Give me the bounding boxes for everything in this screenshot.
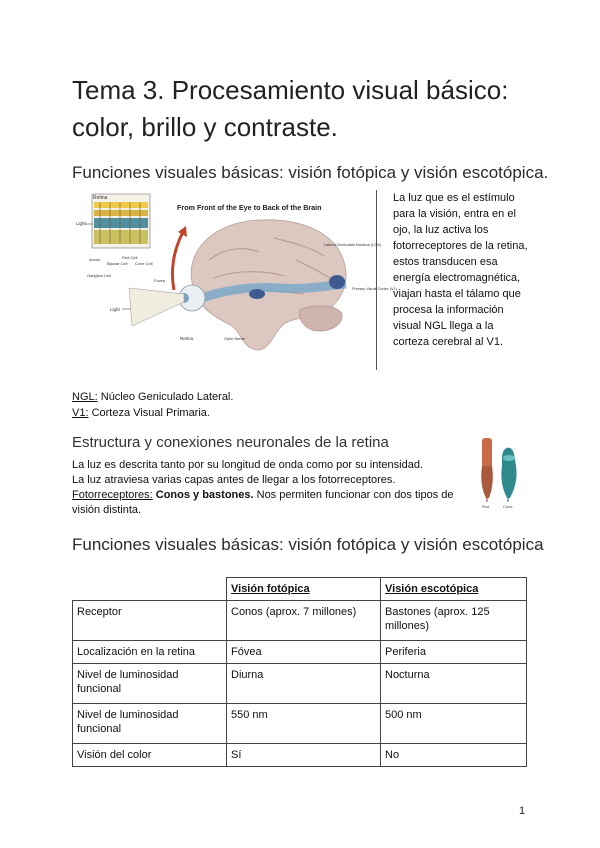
table-header-scotopic: Visión escotópica [381, 578, 527, 601]
definition-abbr-ngl: NGL: [72, 391, 98, 403]
section-title-retina: Estructura y conexiones neuronales de la retina [72, 434, 389, 451]
page-number: 1 [519, 805, 526, 817]
rod-cell-label: Rod Cell [122, 255, 138, 260]
table-cell: Periferia [381, 641, 527, 664]
light-label-eye: Light [110, 307, 120, 312]
definition-text-v1: Corteza Visual Primaria. [88, 407, 210, 419]
retina-label: Retina [180, 336, 194, 341]
table-row [73, 641, 527, 664]
table-cell: Conos (aprox. 7 millones) [227, 601, 381, 641]
photoreceptors-label: Fotorreceptores: [72, 489, 153, 501]
optic-nerve-label: Optic Nerve [224, 336, 246, 341]
definition-v1 [72, 405, 233, 421]
photoreceptors-types: Conos y bastones. [152, 489, 254, 501]
definition-text-ngl: Núcleo Geniculado Lateral. [97, 391, 234, 403]
table-cell: Fóvea [227, 641, 381, 664]
section-title-table: Funciones visuales básicas: visión fotópica y visión escotópica [72, 535, 544, 554]
table-cell: Receptor [73, 601, 227, 641]
table-cell: No [381, 744, 527, 767]
section-title-visual-functions: Funciones visuales básicas: visión fotópica y visión escotópica. [72, 163, 549, 182]
lgn-label: Lateral Geniculate Nucleus (LGN) [324, 243, 381, 247]
v1-label: Primary Visual Cortex (V1) [352, 287, 397, 291]
table-row [73, 744, 527, 767]
lgn-marker [249, 289, 265, 299]
table-cell: Diurna [227, 664, 381, 704]
retina-description [72, 458, 464, 518]
light-label-top: Light [76, 221, 86, 226]
photoreceptors-description: Nos permiten funcionar con dos tipos de visión distinta. [72, 489, 454, 516]
vision-comparison-table [72, 577, 527, 767]
table-cell: 500 nm [381, 704, 527, 744]
retina-paragraph-2: La luz atraviesa varias capas antes de llegar a los fotorreceptores. [72, 474, 396, 486]
v1-marker [329, 275, 345, 289]
table-cell: Localización en la retina [73, 641, 227, 664]
fovea-label: Fovea [154, 278, 166, 283]
brain-visual-pathway-figure [74, 190, 397, 370]
table-cell: Nivel de luminosidad funcional [73, 664, 227, 704]
retina-inset-label: Retina [93, 195, 108, 201]
axons-label: Axons [89, 257, 101, 262]
cone-label: Cone [503, 504, 513, 509]
definition-abbr-v1: V1: [72, 407, 89, 419]
table-row [73, 664, 527, 704]
table-cell: Nocturna [381, 664, 527, 704]
figure-caption: From Front of the Eye to Back of the Brain [177, 203, 322, 212]
table-header-photopic: Visión fotópica [227, 578, 381, 601]
visual-pathway-explanation: La luz que es el estímulo para la visión, entra en el ojo, la luz activa los fotorreceptores de la retina, estos transducen esa energía electromagnética, viajan hasta el tálamo que procesa la información visual NGL llega a la corteza cerebral al V1. [393, 192, 528, 348]
table-header-empty [73, 578, 227, 601]
table-row [73, 704, 527, 744]
bipolar-label: Bipolar Cell [107, 261, 128, 266]
table-cell: Sí [227, 744, 381, 767]
page-title: Tema 3. Procesamiento visual básico: color, brillo y contraste. [72, 75, 509, 142]
table-cell: 550 nm [227, 704, 381, 744]
definition-ngl [72, 389, 233, 405]
table-row [73, 601, 527, 641]
table-cell: Bastones (aprox. 125 millones) [381, 601, 527, 641]
abbreviations [72, 389, 233, 421]
visual-pathway-illustration [74, 190, 397, 370]
cone-cell-label: Cone Cell [135, 261, 153, 266]
table-cell: Nivel de luminosidad funcional [73, 704, 227, 744]
ganglion-label: Ganglion Cell [87, 273, 112, 278]
table-header-row [73, 578, 527, 601]
retina-paragraph-3 [72, 488, 464, 518]
rod-cone-illustration [472, 436, 528, 510]
retina-paragraph-1: La luz es descrita tanto por su longitud de onda como por su intensidad. [72, 459, 424, 471]
table-cell: Visión del color [73, 744, 227, 767]
rod-label: Rod [482, 504, 490, 509]
